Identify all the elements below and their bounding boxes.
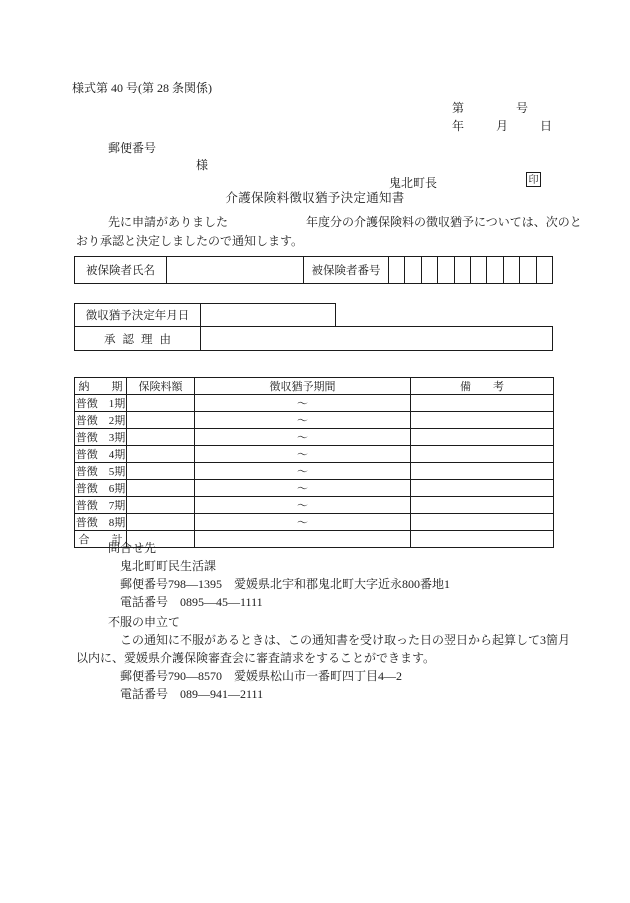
form-code-label: 様式第 40 号(第 28 条関係) [72, 81, 212, 95]
row-term: 普徴 7期 [75, 497, 127, 514]
table-row [75, 497, 554, 514]
digit-cell[interactable] [455, 257, 471, 283]
row-period[interactable]: 〜 [195, 429, 411, 446]
digit-cell[interactable] [487, 257, 503, 283]
document-date-line [452, 117, 552, 134]
document-number-line [452, 99, 528, 116]
row-note[interactable] [411, 429, 554, 446]
row-note[interactable] [411, 480, 554, 497]
row-period[interactable]: 〜 [195, 395, 411, 412]
row-term: 普徴 5期 [75, 463, 127, 480]
insured-name-field[interactable] [167, 257, 304, 283]
decision-date-label: 徴収猶予決定年月日 [75, 304, 201, 326]
intro-text-b: 年度分の介護保険料の徴収猶予については、次のと [306, 215, 582, 229]
recipient-postal-label: 郵便番号 [108, 141, 157, 155]
row-period[interactable]: 〜 [195, 480, 411, 497]
seal-box: 印 [526, 172, 541, 187]
table-row [75, 395, 554, 412]
column-header-amount: 保険料額 [127, 378, 195, 395]
row-amount[interactable] [127, 497, 195, 514]
row-term: 普徴 3期 [75, 429, 127, 446]
approval-reason-label: 承認理由 [75, 327, 201, 350]
digit-cell[interactable] [422, 257, 438, 283]
approval-reason-row [74, 326, 553, 351]
table-row [75, 480, 554, 497]
row-period[interactable]: 〜 [195, 463, 411, 480]
row-note[interactable] [411, 514, 554, 531]
row-amount[interactable] [127, 412, 195, 429]
row-amount[interactable] [127, 514, 195, 531]
row-amount[interactable] [127, 446, 195, 463]
intro-paragraph-line-2: おり承認と決定しましたので通知します。 [76, 234, 304, 248]
date-month-label: 月 [496, 119, 509, 133]
table-row [75, 412, 554, 429]
row-note[interactable] [411, 446, 554, 463]
row-note[interactable] [411, 463, 554, 480]
recipient-honorific: 様 [196, 158, 209, 172]
row-period[interactable] [195, 531, 411, 548]
table-row [75, 429, 554, 446]
row-term: 合 計 [75, 531, 127, 548]
date-year-label: 年 [452, 119, 465, 133]
insured-person-table [74, 256, 553, 284]
digit-cell[interactable] [520, 257, 536, 283]
row-amount[interactable] [127, 463, 195, 480]
digit-cell[interactable] [471, 257, 487, 283]
table-row [75, 514, 554, 531]
row-period[interactable]: 〜 [195, 497, 411, 514]
issuer-name: 鬼北町長 [389, 176, 438, 190]
row-amount[interactable] [127, 480, 195, 497]
row-term: 普徴 6期 [75, 480, 127, 497]
contact-heading: 問合せ先 [108, 541, 157, 555]
appeal-text-line-2: 以内に、愛媛県介護保険審査会に審査請求をすることができます。 [76, 651, 436, 665]
intro-text-a: 先に申請がありました [108, 215, 229, 229]
table-row [75, 463, 554, 480]
row-note[interactable] [411, 497, 554, 514]
appeal-heading: 不服の申立て [108, 615, 181, 629]
row-period[interactable]: 〜 [195, 446, 411, 463]
row-note[interactable] [411, 395, 554, 412]
row-note[interactable] [411, 412, 554, 429]
row-amount[interactable] [127, 429, 195, 446]
digit-cell[interactable] [405, 257, 421, 283]
approval-reason-field[interactable] [201, 327, 552, 350]
row-period[interactable]: 〜 [195, 514, 411, 531]
row-period[interactable]: 〜 [195, 412, 411, 429]
appeal-phone: 電話番号 089—941—2111 [120, 687, 264, 701]
contact-department: 鬼北町町民生活課 [120, 559, 217, 573]
row-term: 普徴 1期 [75, 395, 127, 412]
appeal-text-line-1: この通知に不服があるときは、この通知書を受け取った日の翌日から起算して3箇月 [120, 633, 571, 647]
table-body [75, 395, 554, 548]
table-row [75, 446, 554, 463]
digit-cell[interactable] [438, 257, 454, 283]
document-number-suffix: 号 [516, 101, 529, 115]
row-term: 普徴 2期 [75, 412, 127, 429]
decision-date-row [74, 303, 336, 326]
digit-cell[interactable] [537, 257, 552, 283]
payment-schedule-table [74, 377, 554, 548]
intro-paragraph-line-1 [108, 213, 582, 230]
contact-phone: 電話番号 0895—45—1111 [120, 595, 263, 609]
contact-address: 郵便番号798—1395 愛媛県北宇和郡鬼北町大字近永800番地1 [120, 577, 451, 591]
column-header-term: 納 期 [75, 378, 127, 395]
row-term: 普徴 8期 [75, 514, 127, 531]
row-term: 普徴 4期 [75, 446, 127, 463]
decision-date-field[interactable] [201, 304, 335, 326]
insured-name-label: 被保険者氏名 [75, 257, 167, 283]
row-amount[interactable] [127, 395, 195, 412]
date-day-label: 日 [540, 119, 553, 133]
digit-cell[interactable] [389, 257, 405, 283]
row-note[interactable] [411, 531, 554, 548]
digit-cell[interactable] [504, 257, 520, 283]
insured-number-digit-cells [389, 257, 552, 283]
table-header-row [75, 378, 554, 395]
column-header-note: 備 考 [411, 378, 554, 395]
appeal-address: 郵便番号790—8570 愛媛県松山市一番町四丁目4—2 [120, 669, 403, 683]
insured-number-label: 被保険者番号 [304, 257, 389, 283]
document-number-prefix: 第 [452, 101, 465, 115]
column-header-period: 徴収猶予期間 [195, 378, 411, 395]
page-title: 介護保険料徴収猶予決定通知書 [225, 191, 405, 205]
